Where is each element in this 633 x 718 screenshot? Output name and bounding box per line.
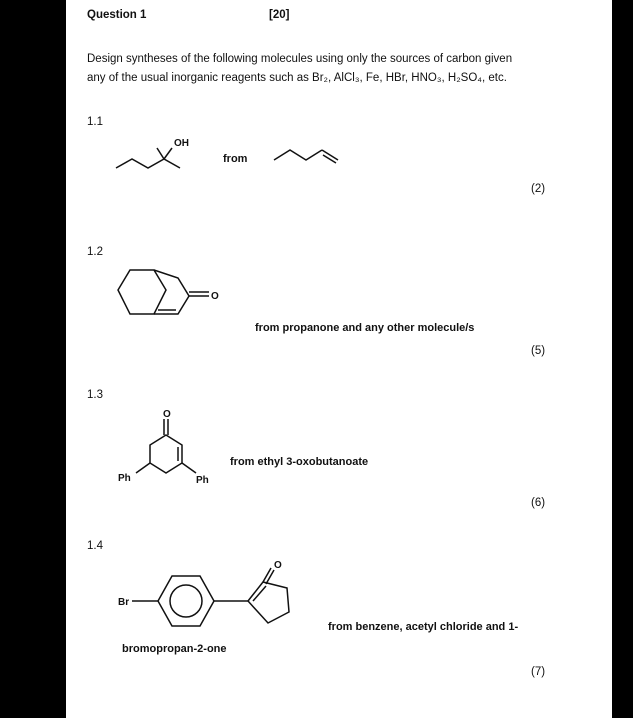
- question-total-marks: [20]: [269, 9, 290, 21]
- part-1-4-from: from benzene, acetyl chloride and 1-: [328, 621, 519, 633]
- intro-line-1: Design syntheses of the following molecules using only the sources of carbon given: [87, 53, 513, 65]
- part-1-2-number: 1.2: [87, 246, 103, 258]
- hydroxyl-label: OH: [174, 138, 189, 149]
- target-molecule-1-3: [116, 405, 226, 490]
- phenyl-right-label: Ph: [196, 475, 209, 486]
- target-molecule-1-2: [116, 264, 266, 334]
- part-1-3-marks: (6): [531, 497, 546, 509]
- starting-alkene-1-1: [272, 144, 342, 174]
- carbonyl-o-label-1-3: O: [163, 409, 171, 420]
- question-title: Question 1: [87, 9, 147, 21]
- document-page: [66, 0, 612, 718]
- part-1-2-marks: (5): [531, 345, 546, 357]
- part-1-1-from: from: [223, 153, 248, 165]
- target-molecule-1-1: [114, 132, 204, 177]
- target-molecule-1-4: [116, 556, 336, 636]
- part-1-4-number: 1.4: [87, 540, 103, 552]
- part-1-3-number: 1.3: [87, 389, 103, 401]
- part-1-4-from-continued: bromopropan-2-one: [122, 643, 227, 655]
- carbonyl-o-label-1-2: O: [211, 291, 219, 302]
- part-1-4-marks: (7): [531, 666, 546, 678]
- bromo-label: Br: [118, 597, 130, 608]
- part-1-1-marks: (2): [531, 183, 546, 195]
- part-1-3-from: from ethyl 3-oxobutanoate: [230, 456, 369, 468]
- phenyl-left-label: Ph: [118, 473, 131, 484]
- carbonyl-o-label-1-4: O: [274, 560, 282, 571]
- part-1-1-number: 1.1: [87, 116, 103, 128]
- part-1-2-from: from propanone and any other molecule/s: [255, 322, 475, 334]
- intro-line-2: any of the usual inorganic reagents such as Br₂, AlCl₃, Fe, HBr, HNO₃, H₂SO₄, etc.: [87, 72, 507, 84]
